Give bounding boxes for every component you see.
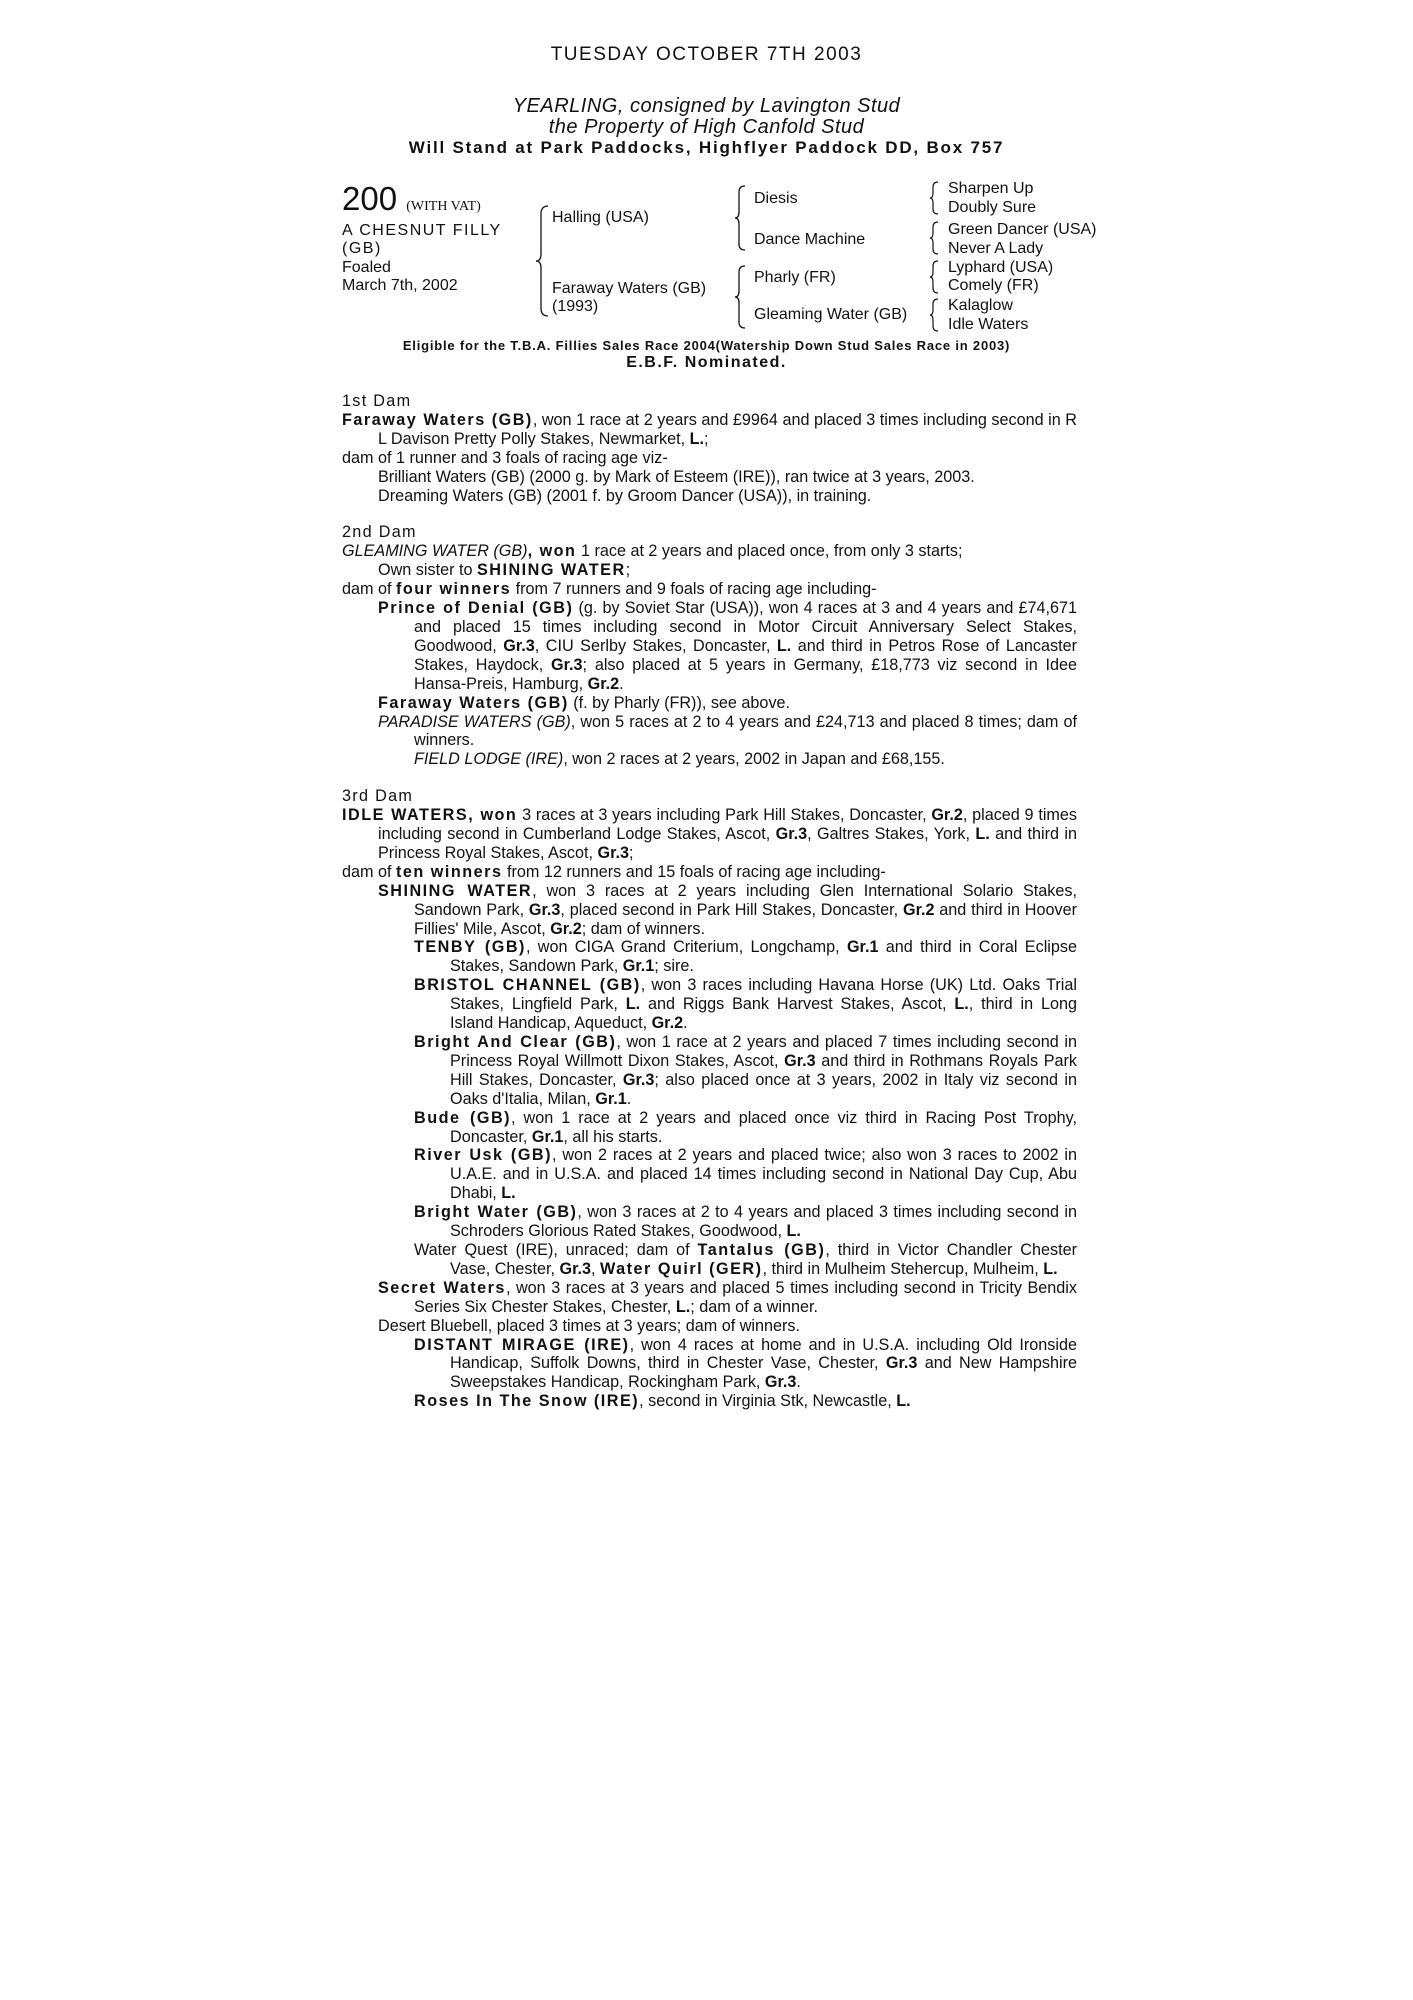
dam-sire-dam: Comely (FR) [948,277,1039,294]
dam-dam-sire: Kalaglow [948,297,1013,314]
first-dam-produce: dam of 1 runner and 3 foals of racing age viz- [342,448,668,467]
pedigree-brace-3b [930,220,940,256]
consignor-line: YEARLING, consigned by Lavington Stud [512,95,901,117]
produce-entry: Water Quest (IRE), unraced; dam of Tantalus (GB), third in Victor Chandler Chester Vase, Chester, Gr.3, Water Quirl (GER), third in Mulheim Stehercup, Mulheim, L. [414,1240,1077,1278]
produce-entry: DISTANT MIRAGE (IRE), won 4 races at home and in U.S.A. including Old Ironside Handicap, Suffolk Downs, third in Chester Vase, Chester, Gr.3 and New Hampshire Sweepstakes Handicap, Rockingham Park, Gr.3. [414,1335,1077,1392]
sire-dam: Dance Machine [754,231,866,248]
location-line: Will Stand at Park Paddocks, Highflyer Paddock DD, Box 757 [408,138,1005,157]
eligibility-note: Eligible for the T.B.A. Fillies Sales Race 2004(Watership Down Stud Sales Race in 2003) [402,338,1011,353]
produce-entry: Bright Water (GB), won 3 races at 2 to 4 years and placed 3 times including second in Schroders Glorious Rated Stakes, Goodwood, L. [414,1203,1077,1241]
catalogue-body [342,392,1077,1411]
sale-date: TUESDAY OCTOBER 7TH 2003 [550,44,863,65]
pedigree-brace-1 [536,204,552,318]
first-dam-foal: Brilliant Waters (GB) (2000 g. by Mark of Esteem (IRE)), ran twice at 3 years, 2003. [378,467,975,486]
dam-year: (1993) [552,298,599,315]
sire-dam-dam: Never A Lady [948,240,1044,257]
produce-entry: FIELD LODGE (IRE), won 2 races at 2 years, 2002 in Japan and £68,155. [414,750,945,769]
produce-entry: River Usk (GB), won 2 races at 2 years and placed twice; also won 3 races to 2002 in U.A.E. and in U.S.A. and placed 14 times including second in National Day Cup, Abu Dhabi, L. [414,1146,1077,1203]
produce-entry: Bright And Clear (GB), won 1 race at 2 years and placed 7 times including second in Princess Royal Willmott Dixon Stakes, Ascot, Gr.3 and third in Rothmans Royals Park Hill Stakes, Doncaster, Gr.3; also placed once at 3 years, 2002 in Italy viz second in Oaks d'Italia, Milan, Gr.1. [414,1033,1078,1108]
pedigree-brace-3a [930,180,940,216]
produce-entry: PARADISE WATERS (GB), won 5 races at 2 to 4 years and £24,713 and placed 8 times; dam of winners. [378,712,1077,750]
sire-dam-sire: Green Dancer (USA) [948,221,1097,238]
dam-dam-dam: Idle Waters [948,316,1029,333]
pedigree-brace-2b [735,264,747,330]
produce-entry: SHINING WATER, won 3 races at 2 years including Glen International Solario Stakes, Sandown Park, Gr.3, placed second in Park Hill Stakes, Doncaster, Gr.2 and third in Hoover Fillies' Mile, Ascot, Gr.2; dam of winners. [378,881,1077,938]
second-dam-sister: Own sister to SHINING WATER; [378,561,631,580]
produce-entry: Prince of Denial (GB) (g. by Soviet Star (USA)), won 4 races at 3 and 4 years and £74,671 and placed 15 times including second in Motor Circuit Anniversary Select Stakes, Goodwood, Gr.3, CIU Serlby Stakes, Doncaster, L. and third in Petros Rose of Lancaster Stakes, Haydock, Gr.3; also placed at 5 years in Germany, £18,773 viz second in Idee Hansa-Preis, Hamburg, Gr.2. [378,599,1077,693]
lot-country: (GB) [342,240,382,257]
ebf-note: E.B.F. Nominated. [626,354,787,371]
pedigree-brace-3d [930,297,940,333]
vat-note: (WITH VAT) [406,199,481,214]
sire-sire: Diesis [754,190,798,207]
sire-sire-sire: Sharpen Up [948,180,1034,197]
produce-entry: Desert Bluebell, placed 3 times at 3 years; dam of winners. [378,1316,800,1335]
lot-description: A CHESNUT FILLY [342,222,502,239]
dam: Faraway Waters (GB) [552,280,707,297]
first-dam-heading: 1st Dam [342,392,412,410]
first-dam-foal: Dreaming Waters (GB) (2001 f. by Groom Dancer (USA)), in training. [378,486,872,505]
produce-entry: BRISTOL CHANNEL (GB), won 3 races including Havana Horse (UK) Ltd. Oaks Trial Stakes, Lingfield Park, L. and Riggs Bank Harvest Stakes, Ascot, L., third in Long Island Handicap, Aqueduct, Gr.2. [414,976,1077,1033]
produce-entry: Bude (GB), won 1 race at 2 years and placed once viz third in Racing Post Trophy, Doncaster, Gr.1, all his starts. [414,1108,1077,1146]
dam-sire: Pharly (FR) [754,269,836,286]
foaled-date: March 7th, 2002 [342,277,458,294]
pedigree-brace-2a [735,184,747,252]
produce-entry: TENBY (GB), won CIGA Grand Criterium, Longchamp, Gr.1 and third in Coral Eclipse Stakes, Sandown Park, Gr.1; sire. [414,938,1077,976]
produce-entry: Roses In The Snow (IRE), second in Virginia Stk, Newcastle, L. [414,1392,911,1411]
produce-entry: Secret Waters, won 3 races at 3 years and placed 5 times including second in Tricity Bendix Series Six Chester Stakes, Chester, L.; dam of a winner. [378,1278,1077,1316]
second-dam-produce: dam of four winners from 7 runners and 9 foals of racing age including- [342,580,877,599]
property-line: the Property of High Canfold Stud [548,116,865,138]
first-dam-record: Faraway Waters (GB), won 1 race at 2 years and £9964 and placed 3 times including second in R L Davison Pretty Polly Stakes, Newmarket, L.; [342,410,1077,448]
dam-dam: Gleaming Water (GB) [754,306,908,323]
lot-number: 200 (WITH VAT) [342,180,481,217]
sire-sire-dam: Doubly Sure [948,199,1037,216]
produce-entry: Faraway Waters (GB) (f. by Pharly (FR)), see above. [378,693,791,712]
third-dam-produce: dam of ten winners from 12 runners and 15 foals of racing age including- [342,862,886,881]
third-dam-record: IDLE WATERS, won 3 races at 3 years including Park Hill Stakes, Doncaster, Gr.2, placed 9 times including second in Cumberland Lodge Stakes, Ascot, Gr.3, Galtres Stakes, York, L. and third in Princess Royal Stakes, Ascot, Gr.3; [342,806,1077,862]
third-dam-heading: 3rd Dam [342,787,414,806]
foaled-label: Foaled [342,259,391,276]
second-dam-heading: 2nd Dam [342,523,417,542]
pedigree-brace-3c [930,259,940,295]
dam-sire-sire: Lyphard (USA) [948,259,1054,276]
second-dam-record: GLEAMING WATER (GB), won 1 race at 2 years and placed once, from only 3 starts; [342,542,963,561]
sire: Halling (USA) [552,209,649,226]
